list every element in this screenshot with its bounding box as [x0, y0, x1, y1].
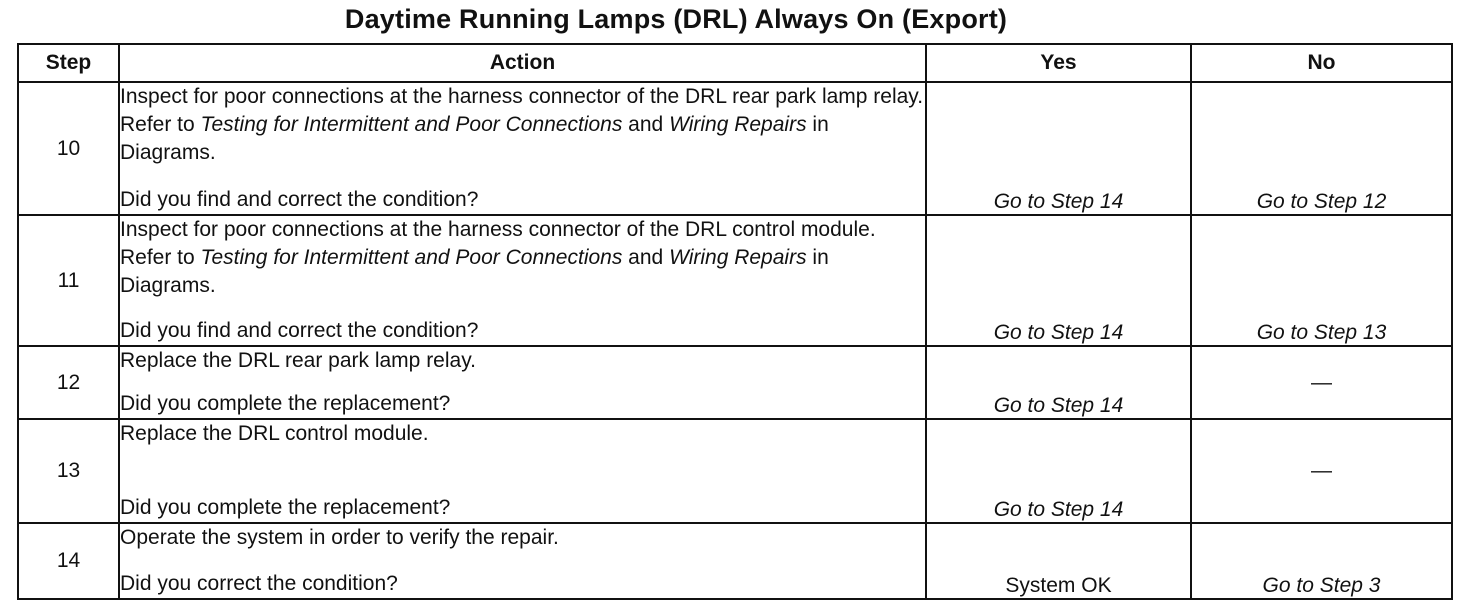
no-result: Go to Step 13 [1191, 215, 1452, 346]
column-header-no: No [1191, 44, 1452, 82]
action-text-segment: Operate the system in order to verify the repair. [120, 526, 559, 549]
table-row [18, 346, 1452, 419]
step-number: 12 [18, 346, 119, 419]
action-cell [119, 523, 926, 599]
action-text [120, 83, 925, 167]
action-cell [119, 215, 926, 346]
action-question: Did you find and correct the condition? [120, 319, 479, 342]
action-question: Did you correct the condition? [120, 572, 398, 595]
yes-result: Go to Step 14 [926, 419, 1191, 523]
action-text-segment: Inspect for poor connections at the harness connector of the DRL control module. Refer to [120, 218, 876, 269]
no-result: Go to Step 12 [1191, 82, 1452, 215]
action-cell [119, 82, 926, 215]
action-text-segment: and [622, 246, 670, 269]
table-row [18, 419, 1452, 523]
action-text-segment: in Diagrams. [120, 113, 829, 164]
step-number: 10 [18, 82, 119, 215]
diagnostic-table [17, 43, 1453, 600]
table-row [18, 82, 1452, 215]
action-text [120, 420, 925, 448]
yes-result: Go to Step 14 [926, 82, 1191, 215]
action-question: Did you find and correct the condition? [120, 188, 479, 211]
header-row [18, 44, 1452, 82]
yes-result: Go to Step 14 [926, 346, 1191, 419]
column-header-step: Step [18, 44, 119, 82]
table-row [18, 215, 1452, 346]
page-title: Daytime Running Lamps (DRL) Always On (Export) [344, 4, 1008, 34]
action-text-segment: Inspect for poor connections at the harness connector of the DRL rear park lamp relay. Refer to [120, 85, 924, 136]
column-header-yes: Yes [926, 44, 1191, 82]
no-result: — [1191, 346, 1452, 419]
action-text-segment: and [622, 113, 670, 136]
action-cell [119, 419, 926, 523]
column-header-action: Action [119, 44, 926, 82]
action-text-segment: Replace the DRL control module. [120, 422, 429, 445]
step-number: 11 [18, 215, 119, 346]
action-text-segment: in Diagrams. [120, 246, 829, 297]
action-text-segment: Replace the DRL rear park lamp relay. [120, 349, 476, 372]
reference-title: Testing for Intermittent and Poor Connections [200, 246, 623, 269]
action-question: Did you complete the replacement? [120, 496, 451, 519]
action-cell [119, 346, 926, 419]
no-result: Go to Step 3 [1191, 523, 1452, 599]
no-result: — [1191, 419, 1452, 523]
action-text [120, 216, 925, 300]
step-number: 14 [18, 523, 119, 599]
yes-result: Go to Step 14 [926, 215, 1191, 346]
reference-title: Wiring Repairs [669, 113, 807, 136]
action-text [120, 347, 925, 375]
step-number: 13 [18, 419, 119, 523]
yes-result: System OK [926, 523, 1191, 599]
table-row [18, 523, 1452, 599]
reference-title: Testing for Intermittent and Poor Connections [200, 113, 623, 136]
action-text [120, 524, 925, 552]
reference-title: Wiring Repairs [669, 246, 807, 269]
action-question: Did you complete the replacement? [120, 392, 451, 415]
